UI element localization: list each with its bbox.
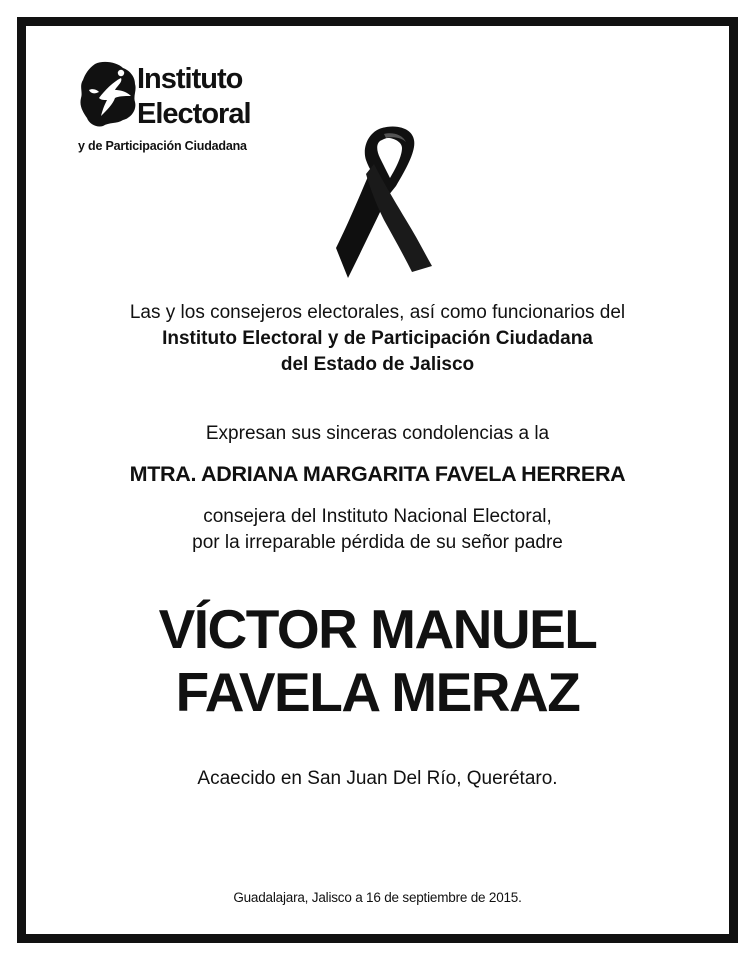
logo-line-instituto: Instituto xyxy=(137,63,243,95)
logo-line-electoral: Electoral xyxy=(137,98,251,130)
deceased-name-line-2: FAVELA MERAZ xyxy=(175,661,580,723)
iepc-logo xyxy=(77,60,277,160)
intro-line-2: Instituto Electoral y de Participación Ciudadana xyxy=(162,328,593,349)
intro-paragraph xyxy=(0,300,755,378)
description-paragraph xyxy=(0,504,755,556)
jalisco-map-icon xyxy=(77,60,139,130)
dateline: Guadalajara, Jalisco a 16 de septiembre de 2015. xyxy=(233,890,522,905)
deceased-name-line-1: VÍCTOR MANUEL xyxy=(158,598,597,660)
description-line-2: por la irreparable pérdida de su señor padre xyxy=(192,532,563,553)
intro-line-3: del Estado de Jalisco xyxy=(280,354,475,375)
condolence-text: Expresan sus sinceras condolencias a la xyxy=(205,423,550,444)
honoree-name: MTRA. ADRIANA MARGARITA FAVELA HERRERA xyxy=(129,462,626,486)
mourning-ribbon-icon xyxy=(332,120,436,278)
deceased-name xyxy=(0,598,755,724)
place-of-death: Acaecido en San Juan Del Río, Querétaro. xyxy=(197,768,558,789)
intro-line-1: Las y los consejeros electorales, así como funcionarios del xyxy=(129,302,626,323)
description-line-1: consejera del Instituto Nacional Electoral, xyxy=(203,506,552,527)
logo-line-participacion: y de Participación Ciudadana xyxy=(78,139,247,153)
